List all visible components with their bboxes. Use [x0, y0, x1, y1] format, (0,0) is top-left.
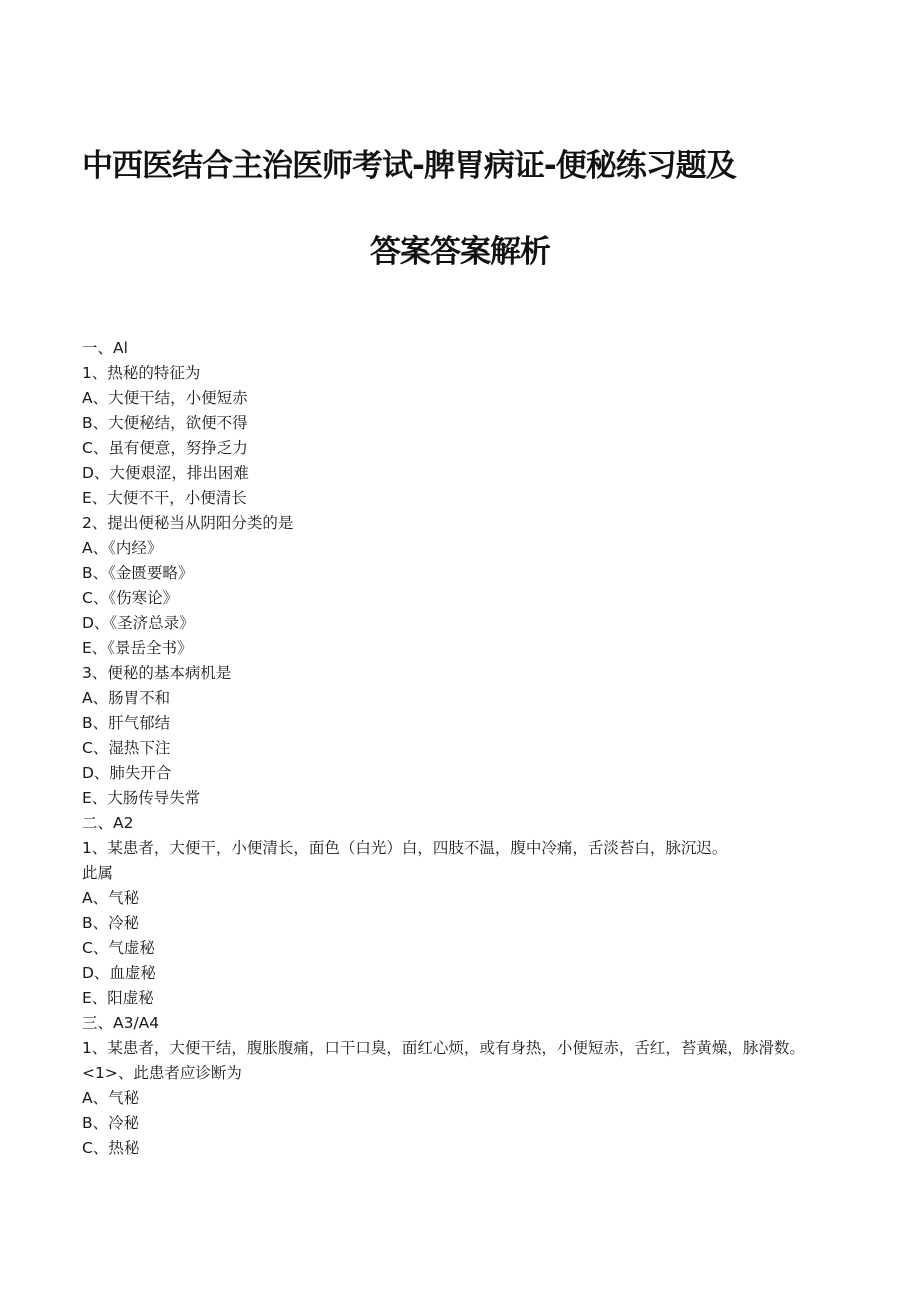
answer-option: C、热秘 [82, 1139, 140, 1157]
answer-option: E、大便不干，小便清长 [82, 489, 247, 507]
answer-option: B、冷秘 [82, 1114, 140, 1132]
section-heading: 一、Al [82, 339, 128, 357]
answer-option: E、《景岳全书》 [82, 639, 193, 657]
answer-option: C、《伤寒论》 [82, 589, 179, 607]
question-stem: 3、便秘的基本病机是 [82, 664, 232, 682]
answer-option: C、湿热下注 [82, 739, 171, 757]
answer-option: A、气秘 [82, 1089, 140, 1107]
answer-option: C、虽有便意，努挣乏力 [82, 439, 248, 457]
answer-option: B、肝气郁结 [82, 714, 171, 732]
answer-option: D、《圣济总录》 [82, 614, 195, 632]
question-content [82, 336, 827, 1161]
case-stem: 1、某患者，大便干结，腹胀腹痛，口干口臭，面红心烦，或有身热，小便短赤，舌红，苔黄燥，脉滑数。 [82, 1039, 805, 1057]
answer-option: D、大便艰涩，排出困难 [82, 464, 249, 482]
answer-option: E、阳虚秘 [82, 989, 154, 1007]
answer-option: D、肺失开合 [82, 764, 172, 782]
answer-option: A、气秘 [82, 889, 140, 907]
answer-option: E、大肠传导失常 [82, 789, 201, 807]
section-heading: 三、A3/A4 [82, 1014, 160, 1032]
answer-option: B、《金匮要略》 [82, 564, 194, 582]
document-title-line-1: 中西医结合主治医师考试-脾胃病证-便秘练习题及 [82, 148, 736, 184]
answer-option: A、大便干结，小便短赤 [82, 389, 248, 407]
answer-option: B、大便秘结，欲便不得 [82, 414, 248, 432]
answer-option: B、冷秘 [82, 914, 140, 932]
sub-question-stem: <1>、此患者应诊断为 [82, 1064, 242, 1082]
question-stem: 2、提出便秘当从阴阳分类的是 [82, 514, 294, 532]
section-heading: 二、A2 [82, 814, 134, 832]
question-stem-continued: 此属 [82, 864, 114, 882]
answer-option: D、血虚秘 [82, 964, 156, 982]
answer-option: A、《内经》 [82, 539, 163, 557]
answer-option: A、肠胃不和 [82, 689, 171, 707]
answer-option: C、气虚秘 [82, 939, 155, 957]
question-stem: 1、某患者，大便干，小便清长，面色（白光）白，四肢不温，腹中冷痛，舌淡苔白，脉沉迟。 [82, 839, 728, 857]
document-title-line-2: 答案答案解析 [370, 234, 550, 270]
question-stem: 1、热秘的特征为 [82, 364, 201, 382]
